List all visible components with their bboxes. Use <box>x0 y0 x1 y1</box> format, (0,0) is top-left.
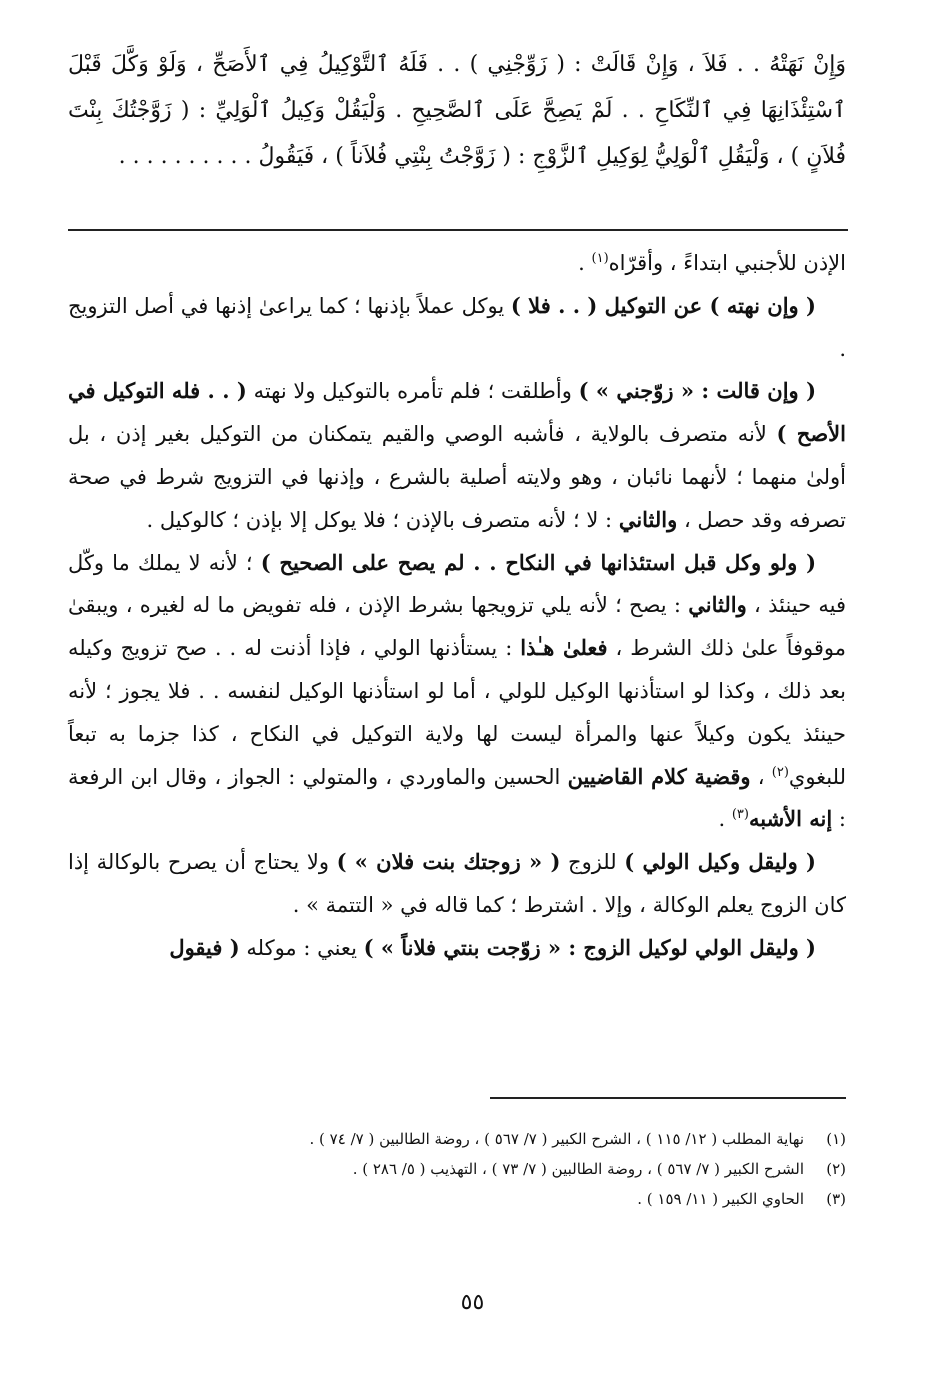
footnote-2 <box>68 1154 846 1184</box>
footnote-ref-1[interactable]: (١) <box>591 251 609 266</box>
sharh-paragraph-6: ( وليقل الولي لوكيل الزوج : « زوّجت بنتي فلاناً » ) يعني : موكله ( فيقول <box>169 934 816 960</box>
footnote-text: نهاية المطلب ( ١٢/ ١١٥ ) ، الشرح الكبير ( ٧/ ٥٦٧ ) ، روضة الطالبين ( ٧/ ٧٤ ) . <box>309 1130 804 1148</box>
footnote-1 <box>68 1124 846 1154</box>
footnote-divider <box>490 1097 846 1099</box>
sharh-paragraph-2: ( وإن نهته ) عن التوكيل ( . . فلا ) يوكل عملاً بإذنها ؛ كما يراعىٰ إذنها في أصل التزويج . <box>68 292 846 361</box>
sharh-paragraph-1: الإذن للأجنبي ابتداءً ، وأقرّاه$^{(١)}$ . <box>578 251 846 275</box>
footnote-number: (٢) <box>826 1160 846 1178</box>
matn-text: وَإِنْ نَهَتْهُ . . فَلاَ ، وَإِنْ قَالَتْ : ( زَوِّجْنِي ) . . فَلَهُ ٱلتَّوْكِيلُ فِي ٱلأَصَحِّ ، وَلَوْ وَكَّلَ قَبْلَ ٱسْتِئْذَانِهَا فِي ٱلنِّكَاحِ . . لَمْ يَصِحَّ عَلَى ٱلصَّحِيحِ . وَلْيَقُلْ وَكِيلُ ٱلْوَلِيِّ : ( زَوَّجْتُكَ بِنْتَ فُلاَنٍ ) ، وَلْيَقُلِ ٱلْوَلِيُّ لِوَكِيلِ ٱلزَّوْجِ : ( زَوَّجْتُ بِنْتِي فُلاَناً ) ، فَيَقُولُ . . . . . . . . . . <box>68 52 846 169</box>
footnote-text: الشرح الكبير ( ٧/ ٥٦٧ ) ، روضة الطالبين ( ٧/ ٧٣ ) ، التهذيب ( ٥/ ٢٨٦ ) . <box>352 1160 804 1178</box>
footnote-ref-3[interactable]: (٣) <box>731 807 749 823</box>
sharh-paragraph-4: ( ولو وكل قبل استئذانها في النكاح . . لم يصح على الصحيح ) ؛ لأنه لا يملك ما وكّل فيه حينئذ ، والثاني : يصح ؛ لأنه يلي تزويجها بشرط الإذن ، فله تفويض ما له لغيره ، ويبقىٰ موقوفاً علىٰ ذلك الشرط ، فعلىٰ هـٰذا : يستأذنها الولي ، فإذا أذنت له . . صح تزويج وكيله بعد ذلك ، وكذا لو استأذنها الوكيل للولي ، أما لو استأذنها الوكيل لنفسه . . فلا يجوز ؛ لأنه حينئذ يكون وكيلاً عنها والمرأة ليست لها ولاية التوكيل في النكاح ، كذا جزما به تبعاً للبغوي$^{(٢)}$ ، وقضية كلام القاضيين الحسين والماوردي ، والمتولي : الجواز ، وقال ابن الرفعة : إنه الأشبه$^{(٣)}$ . <box>68 549 847 832</box>
footnote-number: (١) <box>826 1130 846 1148</box>
footnote-number: (٣) <box>826 1190 846 1208</box>
page-number: ٥٥ <box>460 1290 485 1315</box>
matn-divider <box>68 229 848 231</box>
sharh-paragraph-3: ( وإن قالت : « زوّجني » ) وأطلقت ؛ فلم تأمره بالتوكيل ولا نهته ( . . فله التوكيل في الأصح ) لأنه متصرف بالولاية ، فأشبه الوصي والقيم يتمكنان من التوكيل بغير إذن ، بل أولىٰ منهما ؛ لأنهما نائبان ، وهو ولايته أصلية بالشرع ، وإذنها في التزويج شرط في صحة تصرفه وقد حصل ، والثاني : لا ؛ لأنه متصرف بالإذن ؛ فلا يوكل إلا بإذن ؛ كالوكيل . <box>68 378 846 532</box>
sharh-paragraph-5: ( وليقل وكيل الولي ) للزوج ( « زوجتك بنت فلان » ) ولا يحتاج أن يصرح بالوكالة إذا كان الزوج يعلم الوكالة ، وإلا . اشترط ؛ كما قاله في « التتمة » . <box>68 849 846 917</box>
footnote-text: الحاوي الكبير ( ١١/ ١٥٩ ) . <box>637 1190 804 1208</box>
footnotes <box>68 1124 846 1214</box>
footnote-3 <box>68 1184 846 1214</box>
footnote-ref-2[interactable]: (٢) <box>771 764 789 780</box>
sharh-commentary <box>68 242 846 970</box>
